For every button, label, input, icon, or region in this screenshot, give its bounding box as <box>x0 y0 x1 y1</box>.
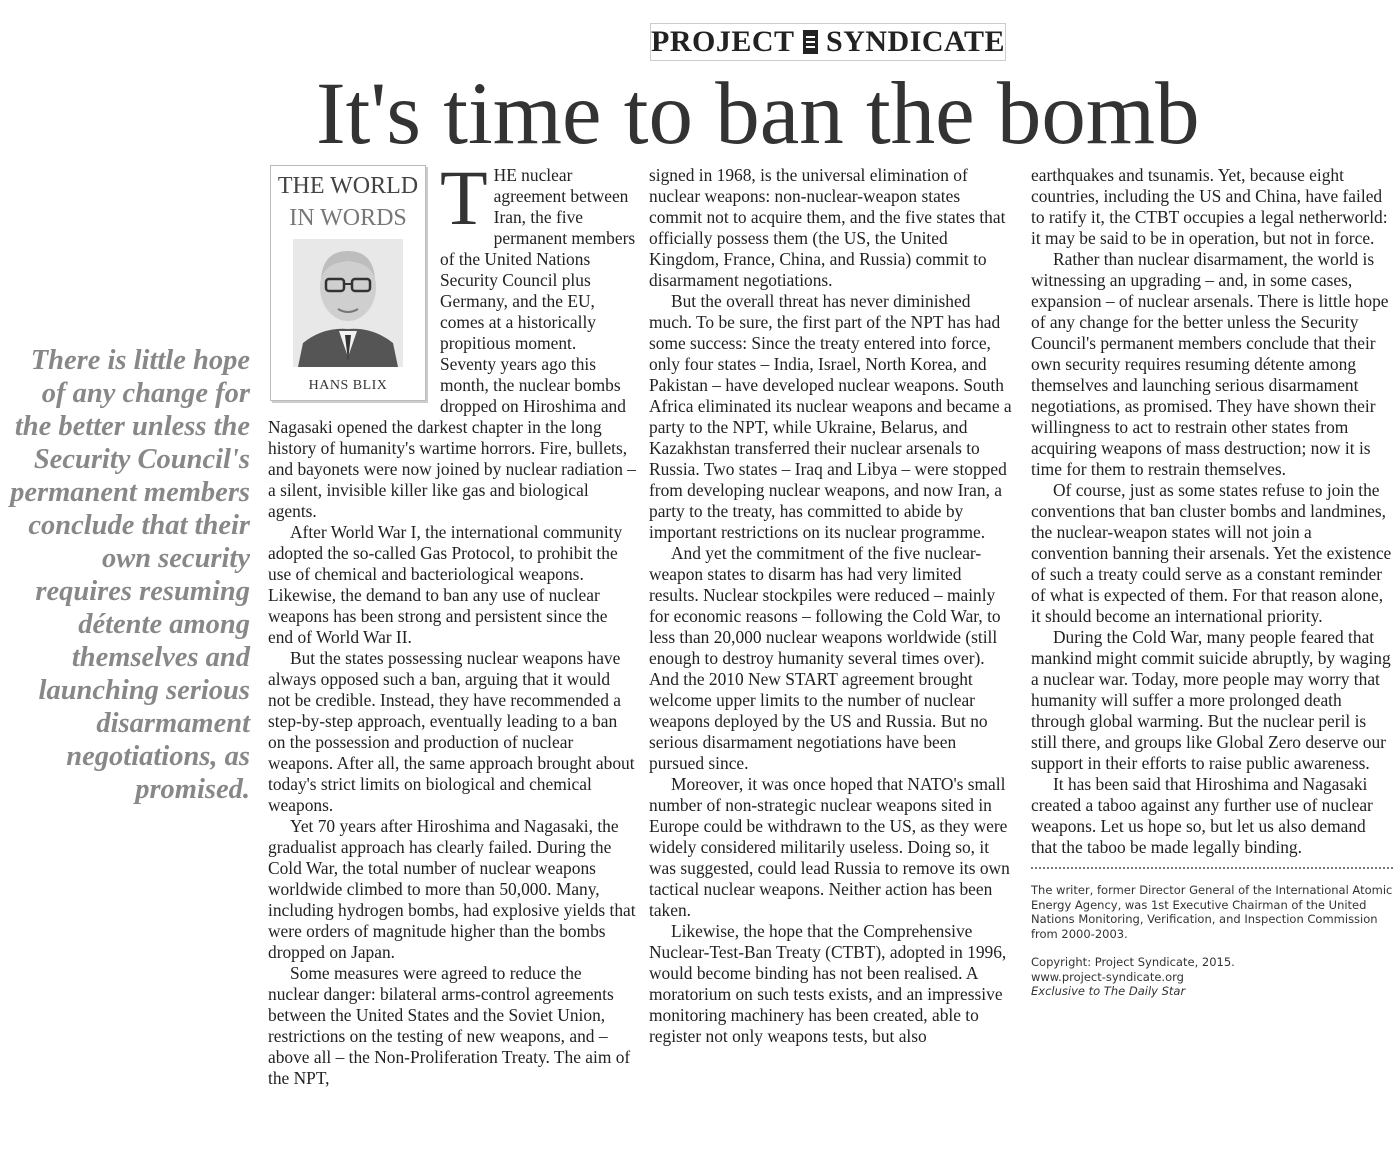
book-icon <box>803 30 819 54</box>
paragraph: After World War I, the international community adopted the so-called Gas Protocol, to prohibit the use of chemical and bacteriological weapons. Likewise, the demand to ban any use of nuclear weapons has been strong and persistent since the end of World War II. <box>268 522 623 647</box>
logo-word-project: PROJECT <box>651 25 795 58</box>
article-headline: It's time to ban the bomb <box>316 65 1200 163</box>
paragraph: During the Cold War, many people feared that mankind might commit suicide abruptly, by waging a nuclear war. Today, more people may worry that humanity will suffer a more prolonged death through global warming. But the nuclear peril is still there, and groups like Global Zero deserve our support in their efforts to raise public awareness. <box>1031 627 1391 773</box>
paragraph: earthquakes and tsunamis. Yet, because eight countries, including the US and China, have failed to ratify it, the CTBT occupies a legal netherworld: it may be said to be in operation, but not in force. <box>1031 165 1388 248</box>
column-logo <box>270 165 426 401</box>
paragraph: signed in 1968, is the universal elimination of nuclear weapons: non-nuclear-weapon states commit not to acquire them, and the five states that officially possess them (the US, the United Kingdom, France, China, and Russia) commit to disarmament negotiations. <box>649 165 1006 290</box>
website-url: www.project-syndicate.org <box>1031 969 1184 984</box>
dotted-divider <box>1031 867 1393 869</box>
logo-word-syndicate: SYNDICATE <box>826 25 1005 58</box>
article-column-3 <box>1031 165 1393 999</box>
paragraph: Of course, just as some states refuse to join the conventions that ban cluster bombs and landmines, the nuclear-weapon states will not join a convention banning their arsenals. Yet the existence of such a treaty could serve as a constant reminder of what is expected of them. For that reason alone, it should become an international priority. <box>1031 480 1392 626</box>
paragraph: But the states possessing nuclear weapons have always opposed such a ban, arguing that it would not be credible. Instead, they have recommended a step-by-step approach, eventually leading to a ban on the possession and production of nuclear weapons. After all, the same approach brought about today's strict limits on biological and chemical weapons. <box>268 648 635 815</box>
article-column-1 <box>268 154 636 1089</box>
pull-quote: There is little hope of any change for the better unless the Security Council's permanent members conclude that their own security requires resuming détente among themselves and launching serious disarmament negotiations, as promised. <box>10 345 250 805</box>
paragraph: But the overall threat has never diminished much. To be sure, the first part of the NPT has had some success: Since the treaty entered into force, only four states – India, Israel, North Korea, and Pakistan – have developed nuclear weapons. South Africa eliminated its nuclear weapons and became a party to the NPT, while Ukraine, Belarus, and Kazakhstan transferred their nuclear arsenals to Russia. Two states – Iraq and Libya – were stopped from developing nuclear weapons, and now Iran, a party to the treaty, has committed to abide by important restrictions on its nuclear programme. <box>649 291 1012 542</box>
paragraph: Yet 70 years after Hiroshima and Nagasaki, the gradualist approach has clearly failed. During the Cold War, the total number of nuclear weapons worldwide climbed to more than 50,000. Many, including hydrogen bombs, had explosive yields that were orders of magnitude higher than the bombs dropped on Japan. <box>268 816 636 962</box>
drop-cap: T <box>440 154 488 241</box>
column-name-line-2: IN WORDS <box>289 205 407 231</box>
paragraph: And yet the commitment of the five nuclear-weapon states to disarm has had very limited results. Nuclear stockpiles were reduced – mainly for economic reasons – following the Cold War, to less than 20,000 nuclear weapons worldwide (still enough to destroy humanity several times over). And the 2010 New START agreement brought welcome upper limits to the number of nuclear weapons deployed by the US and Russia. But no serious disarmament negotiations have been pursued since. <box>649 543 1001 773</box>
author-name: HANS BLIX <box>308 378 388 393</box>
paragraph: Rather than nuclear disarmament, the world is witnessing an upgrading – and, in some cases, expansion – of nuclear arsenals. There is little hope of any change for the better unless the Security Council's permanent members conclude that their own security requires resuming détente among themselves and launching serious disarmament negotiations, as promised. They have shown their willingness to act to restrain other states from acquiring weapons of mass destruction; now it is time for them to restrain themselves. <box>1031 249 1389 479</box>
copyright-block <box>1031 955 1393 999</box>
exclusivity-note: Exclusive to The Daily Star <box>1031 984 1186 998</box>
paragraph: Moreover, it was once hoped that NATO's small number of non-strategic nuclear weapons sited in Europe could be withdrawn to the US, as they were widely considered militarily useless. Doing so, it was suggested, could lead Russia to remove its own tactical nuclear weapons. Neither action has been taken. <box>649 774 1010 920</box>
copyright-line: Copyright: Project Syndicate, 2015. <box>1031 955 1235 969</box>
author-bio: The writer, former Director General of the International Atomic Energy Agency, was 1st Executive Chairman of the United Nations Monitoring, Verification, and Inspection Commission from 2000-2003. <box>1031 883 1393 941</box>
publisher-logo <box>650 23 1006 61</box>
column-name-line-1: THE WORLD <box>277 173 419 199</box>
paragraph: Likewise, the hope that the Comprehensive Nuclear-Test-Ban Treaty (CTBT), adopted in 1996, would become binding has not been realised. A moratorium on such tests exists, and an impressive monitoring machinery has been created, able to register not only weapons tests, but also <box>649 921 1007 1046</box>
paragraph: HE nuclear agreement between Iran, the five permanent members of the United Nations Security Council plus Germany, and the EU, comes at a historically propitious moment. Seventy years ago this month, the nuclear bombs dropped on Hiroshima and Nagasaki opened the darkest chapter in the long history of humanity's wartime horrors. Fire, bullets, and bayonets were now joined by nuclear radiation – a silent, invisible killer like gas and biological agents. <box>268 165 636 521</box>
article-column-2 <box>649 165 1015 1047</box>
author-portrait <box>293 239 403 367</box>
paragraph: Some measures were agreed to reduce the nuclear danger: bilateral arms-control agreements between the United States and the Soviet Union, restrictions on the testing of new weapons, and – above all – the Non-Proliferation Treaty. The aim of the NPT, <box>268 963 631 1088</box>
paragraph: It has been said that Hiroshima and Nagasaki created a taboo against any further use of nuclear weapons. Let us hope so, but let us also demand that the taboo be made legally binding. <box>1031 774 1373 857</box>
